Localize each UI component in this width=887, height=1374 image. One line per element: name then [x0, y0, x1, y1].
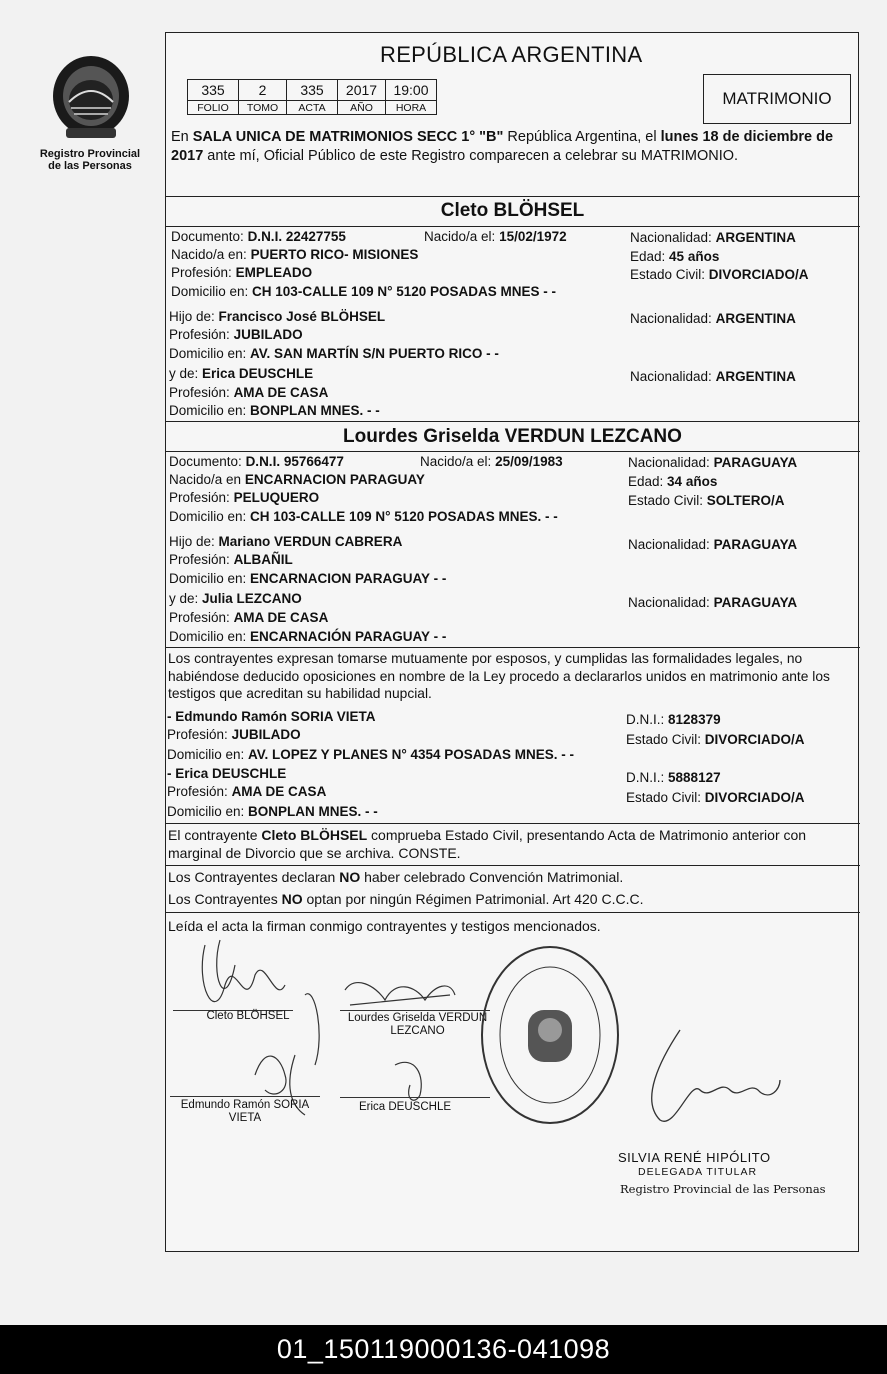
acta-value: 335 [287, 80, 338, 101]
signature-label-3: Edmundo Ramón SORIA VIETA [180, 1099, 310, 1124]
ano-value: 2017 [338, 80, 386, 101]
signature-label-1: Cleto BLÖHSEL [206, 1010, 290, 1022]
tomo-value: 2 [239, 80, 287, 101]
logo-caption: Registro Provincial de las Personas [39, 148, 141, 172]
hora-label: HORA [386, 101, 437, 115]
officer-role: DELEGADA TITULAR [638, 1166, 758, 1178]
official-seal [476, 940, 624, 1130]
convention-1: Los Contrayentes declaran NO haber celebrado Convención Matrimonial. [168, 869, 624, 885]
province-logo [46, 50, 136, 142]
tomo-label: TOMO [239, 101, 287, 115]
ano-label: AÑO [338, 101, 386, 115]
record-fields [187, 79, 437, 115]
officer-name: SILVIA RENÉ HIPÓLITO [618, 1150, 771, 1165]
convention-2: Los Contrayentes NO optan por ningún Régimen Patrimonial. Art 420 C.C.C. [168, 891, 644, 907]
page-title: REPÚBLICA ARGENTINA [380, 42, 643, 67]
contrayente1-name: Cleto BLÖHSEL [440, 200, 585, 221]
hora-value: 19:00 [386, 80, 437, 101]
folio-value: 335 [188, 80, 239, 101]
type-box: MATRIMONIO [703, 74, 851, 124]
document-id: 01_150119000136-041098 [0, 1325, 887, 1374]
acta-label: ACTA [287, 101, 338, 115]
closing-text: Leída el acta la firman conmigo contrayentes y testigos mencionados. [168, 918, 601, 934]
officer-org: Registro Provincial de las Personas [620, 1182, 826, 1196]
declaration-text: Los contrayentes expresan tomarse mutuamente por esposos, y cumplidas las formalidades legales, no habiéndose deducido oposiciones en nombre de la Ley procedo a declararlos unidos en matrimonio ante los testigos que acreditan su habilidad nupcial. [168, 651, 830, 701]
intro-paragraph: En SALA UNICA DE MATRIMONIOS SECC 1° "B" República Argentina, el lunes 18 de diciembre de 2017 ante mí, Oficial Público de este Registro comparecen a celebrar su MATRIMONIO. [171, 129, 834, 164]
officer-signature [620, 1020, 790, 1150]
folio-label: FOLIO [188, 101, 239, 115]
signature-label-2: Lourdes Griselda VERDUN LEZCANO [347, 1012, 488, 1037]
signature-label-4: Erica DEUSCHLE [358, 1101, 452, 1113]
civil-note: El contrayente Cleto BLÖHSEL comprueba Estado Civil, presentando Acta de Matrimonio anterior con marginal de Divorcio que se archiva. CONSTE. [168, 827, 807, 861]
contrayente2-name: Lourdes Griselda VERDUN LEZCANO [343, 426, 682, 447]
